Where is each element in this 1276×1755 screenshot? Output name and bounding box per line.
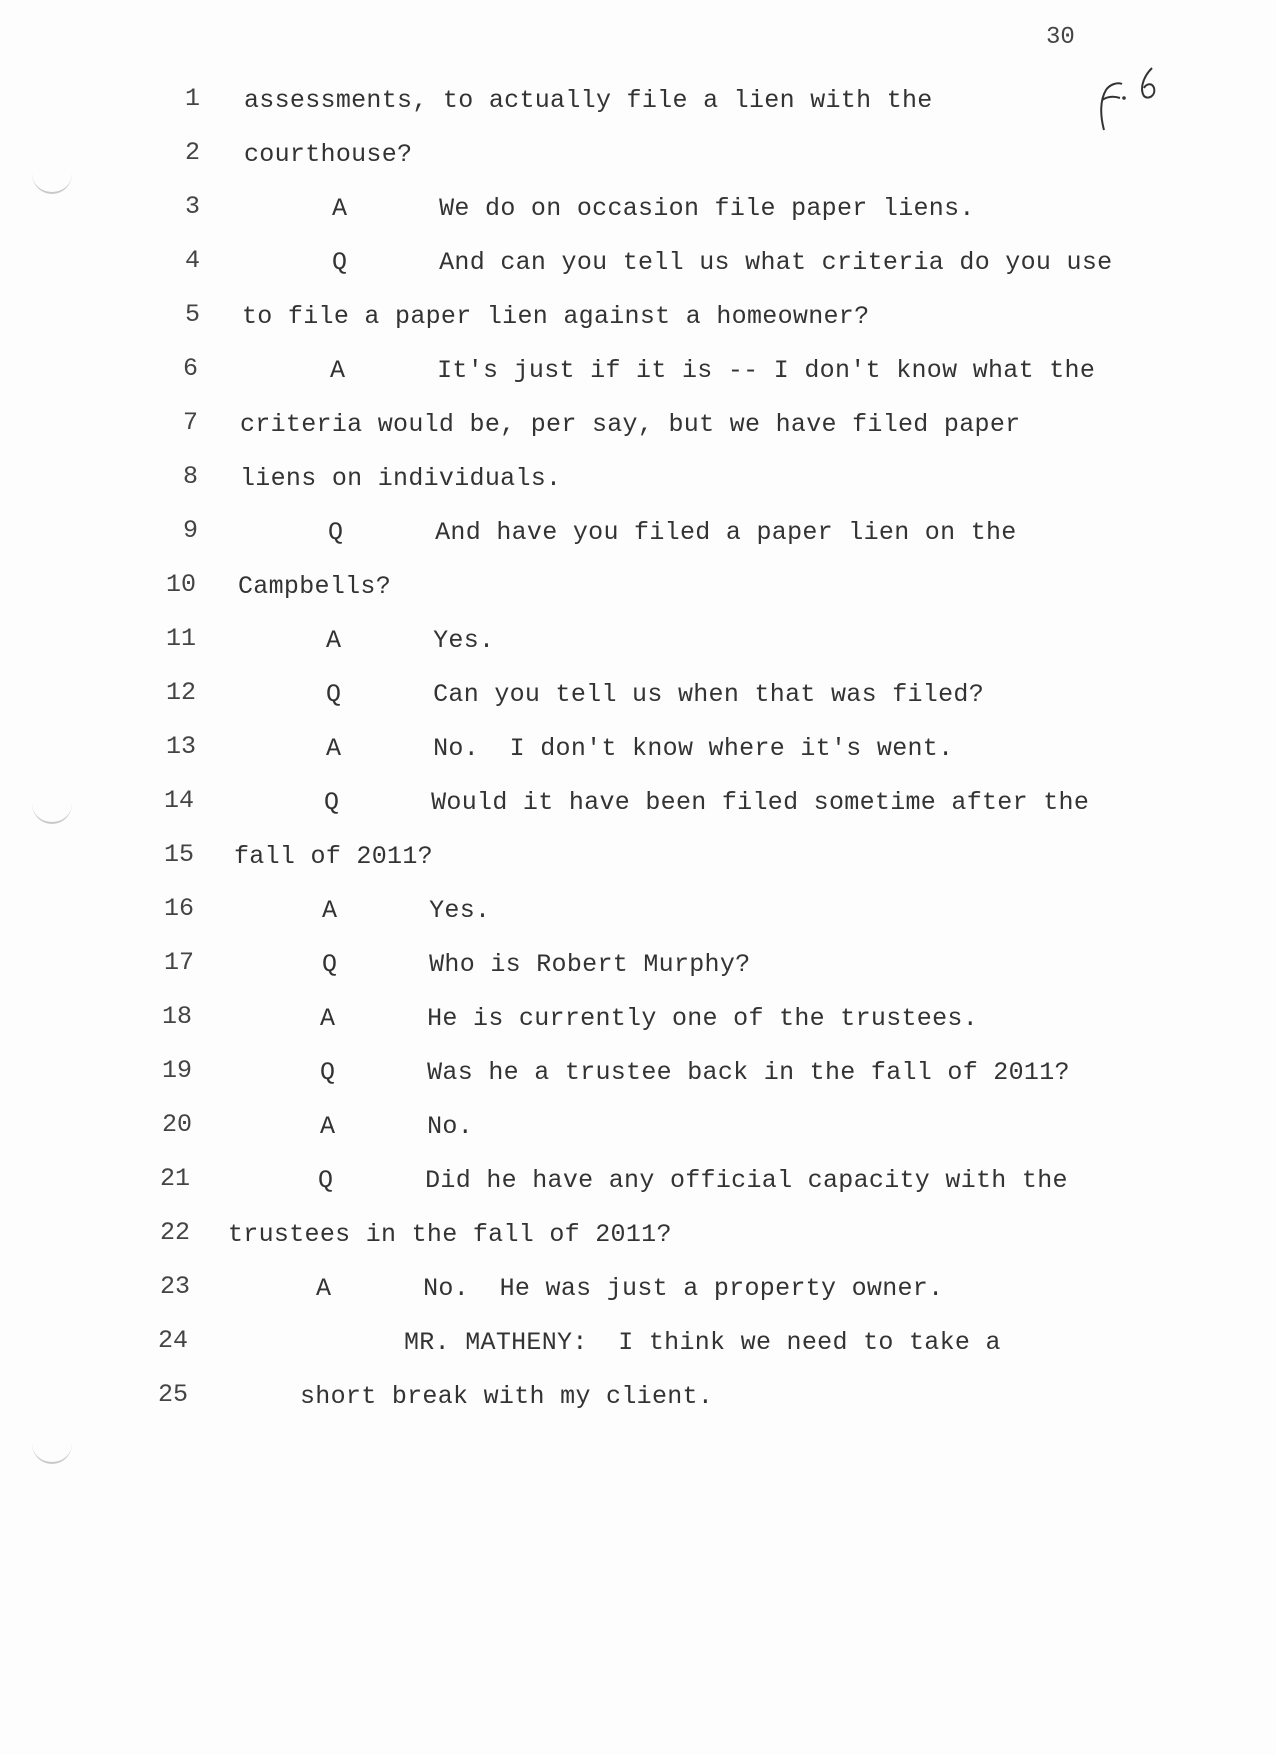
transcript-line: A No. bbox=[320, 1112, 474, 1141]
binder-hole-top bbox=[32, 170, 72, 194]
transcript-line: liens on individuals. bbox=[240, 464, 562, 493]
line-number: 19 bbox=[161, 1056, 192, 1085]
transcript-line: Q Would it have been filed sometime after the bbox=[324, 788, 1090, 817]
transcript-line: Q Who is Robert Murphy? bbox=[322, 950, 751, 979]
line-number: 11 bbox=[165, 624, 196, 653]
transcript-line: A Yes. bbox=[322, 896, 491, 925]
handwritten-annotation bbox=[1090, 60, 1180, 150]
transcript-line: Campbells? bbox=[238, 572, 392, 601]
line-number: 4 bbox=[184, 246, 200, 275]
line-number: 21 bbox=[159, 1164, 190, 1193]
line-number: 1 bbox=[184, 84, 200, 113]
line-number: 22 bbox=[159, 1218, 190, 1247]
line-number: 23 bbox=[159, 1272, 190, 1301]
transcript-line: MR. MATHENY: I think we need to take a bbox=[404, 1328, 1001, 1357]
line-number: 10 bbox=[165, 570, 196, 599]
binder-hole-bottom bbox=[32, 1440, 72, 1464]
line-number: 17 bbox=[163, 948, 194, 977]
line-number: 15 bbox=[163, 840, 194, 869]
line-number: 12 bbox=[165, 678, 196, 707]
transcript-line: Q Can you tell us when that was filed? bbox=[326, 680, 985, 709]
page-number: 30 bbox=[1046, 24, 1075, 51]
transcript-line: to file a paper lien against a homeowner? bbox=[242, 302, 870, 331]
transcript-line: A Yes. bbox=[326, 626, 495, 655]
transcript-line: short break with my client. bbox=[300, 1382, 714, 1411]
binder-hole-middle bbox=[32, 800, 72, 824]
transcript-line: trustees in the fall of 2011? bbox=[228, 1220, 672, 1249]
transcript-line: Q And can you tell us what criteria do you use bbox=[332, 248, 1113, 277]
line-number: 5 bbox=[184, 300, 200, 329]
transcript-line: courthouse? bbox=[244, 140, 413, 169]
line-number: 2 bbox=[184, 138, 200, 167]
line-number: 25 bbox=[157, 1380, 188, 1409]
transcript-line: criteria would be, per say, but we have filed paper bbox=[240, 410, 1021, 439]
line-number: 16 bbox=[163, 894, 194, 923]
line-number: 24 bbox=[157, 1326, 188, 1355]
line-number: 14 bbox=[163, 786, 194, 815]
line-number: 7 bbox=[182, 408, 198, 437]
line-number: 13 bbox=[165, 732, 196, 761]
transcript-line: A He is currently one of the trustees. bbox=[320, 1004, 979, 1033]
transcript-line: A No. He was just a property owner. bbox=[316, 1274, 944, 1303]
line-number: 9 bbox=[182, 516, 198, 545]
line-number: 20 bbox=[161, 1110, 192, 1139]
transcript-line: Q Did he have any official capacity with the bbox=[318, 1166, 1068, 1195]
transcript-line: fall of 2011? bbox=[234, 842, 433, 871]
transcript-line: A No. I don't know where it's went. bbox=[326, 734, 954, 763]
transcript-line: assessments, to actually file a lien with the bbox=[244, 86, 933, 115]
line-number: 18 bbox=[161, 1002, 192, 1031]
transcript-line: A It's just if it is -- I don't know what the bbox=[330, 356, 1096, 385]
transcript-line: Q And have you filed a paper lien on the bbox=[328, 518, 1017, 547]
line-number: 3 bbox=[184, 192, 200, 221]
transcript-line: Q Was he a trustee back in the fall of 2011? bbox=[320, 1058, 1070, 1087]
line-number: 8 bbox=[182, 462, 198, 491]
transcript-line: A We do on occasion file paper liens. bbox=[332, 194, 975, 223]
line-number: 6 bbox=[182, 354, 198, 383]
